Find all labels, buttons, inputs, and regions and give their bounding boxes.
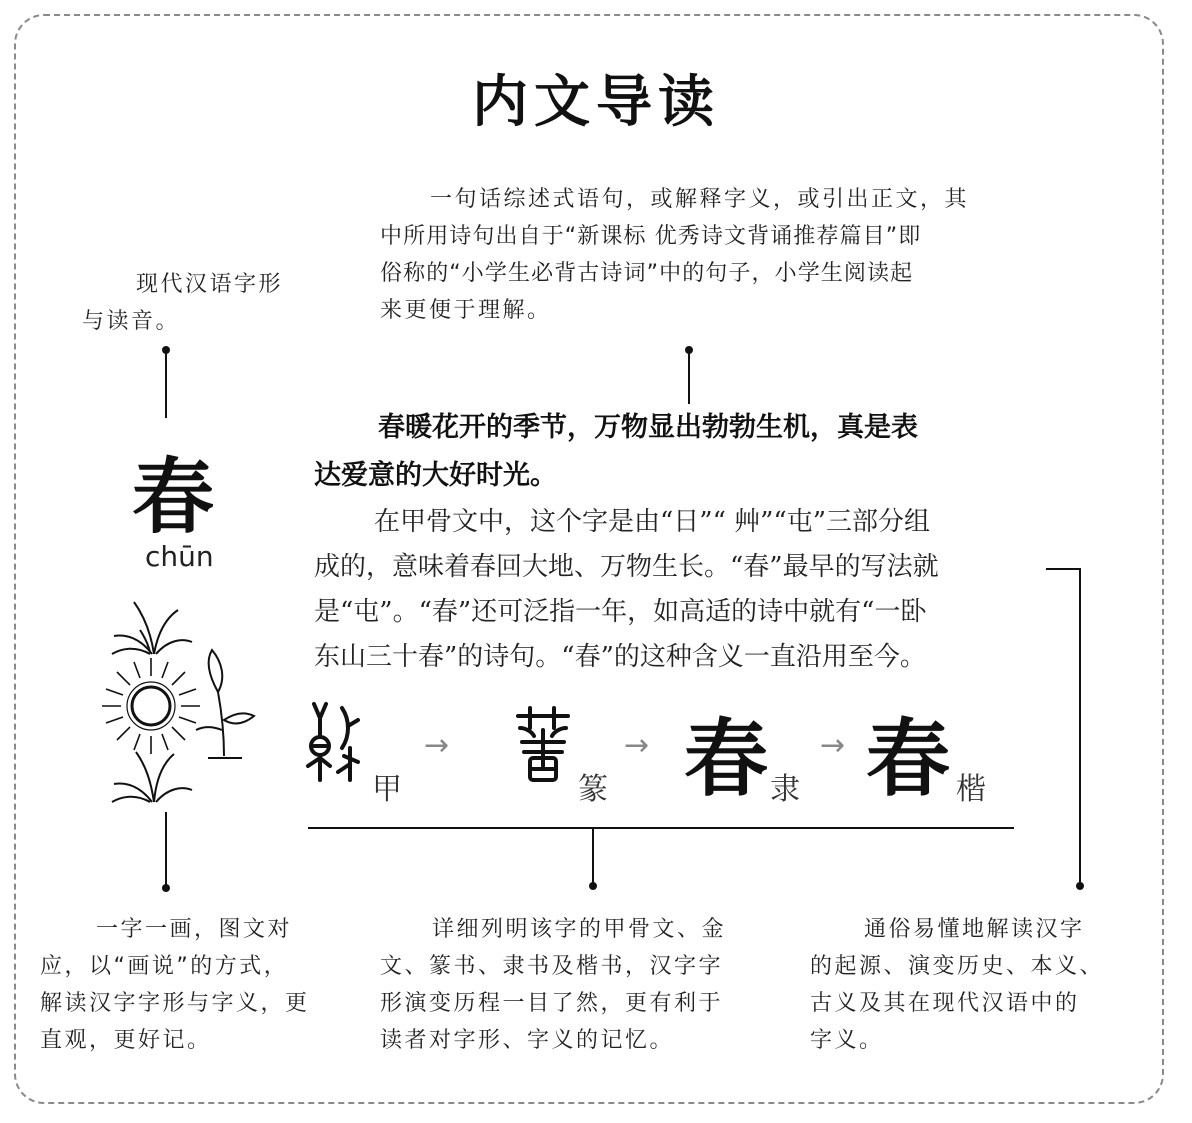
connector-line [592, 829, 594, 885]
annotation-bottom-left-line-3: 解读汉字字形与字义，更 [40, 991, 310, 1016]
annotation-bottom-left-line-4: 直观，更好记。 [40, 1028, 212, 1053]
arrow-icon: → [820, 728, 846, 763]
annotation-bottom-center-line-3: 形演变历程一目了然，更有利于 [380, 991, 724, 1016]
arrow-icon: → [424, 728, 450, 763]
grass-icon [112, 752, 192, 802]
annotation-bottom-center-line-1: 详细列明该字的甲骨文、金 [432, 917, 727, 942]
clerical-chun: 春 [684, 709, 769, 808]
connector-dot [1076, 882, 1084, 890]
connector-line [165, 350, 167, 418]
body-line-3: 是“屯”。“春”还可泛指一年，如高适的诗中就有“一卧 [314, 597, 927, 627]
page-title: 内文导读 [472, 69, 720, 135]
script-label-seal: 篆 [578, 772, 608, 807]
annotation-top-center-line-4: 来更便于理解。 [380, 298, 552, 323]
seal-chun-icon [514, 706, 572, 788]
script-label-regular: 楷 [956, 772, 986, 807]
arrow-icon: → [624, 728, 650, 763]
bracket-top [1046, 568, 1081, 570]
connector-line [688, 350, 690, 404]
annotation-bottom-right-line-1: 通俗易懂地解读汉字 [864, 917, 1085, 942]
regular-chun: 春 [866, 712, 951, 806]
connector-dot [589, 882, 597, 890]
annotation-bottom-right-line-2: 的起源、演变历史、本义、 [810, 954, 1105, 979]
annotation-top-left-line-2: 与读音。 [82, 309, 181, 334]
annotation-bottom-right-line-4: 字义。 [810, 1028, 884, 1053]
lead-line-1: 春暖花开的季节，万物显出勃勃生机，真是表 [378, 412, 918, 443]
annotation-bottom-left-line-2: 应，以“画说”的方式， [40, 954, 289, 979]
body-line-2: 成的，意味着春回大地、万物生长。“春”最早的写法就 [314, 552, 939, 582]
annotation-top-center-line-1: 一句话综述式语句，或解释字义，或引出正文，其 [430, 187, 970, 212]
connector-dot [162, 884, 170, 892]
annotation-bottom-center-line-4: 读者对字形、字义的记忆。 [380, 1028, 675, 1053]
body-line-1: 在甲骨文中，这个字是由“日”“ 艸”“屯”三部分组 [374, 507, 931, 537]
sun-and-sprouts-icon [96, 596, 261, 806]
script-label-clerical: 隶 [770, 772, 800, 807]
annotation-bottom-center-line-2: 文、篆书、隶书及楷书，汉字字 [380, 954, 724, 979]
headword-character: 春 [132, 449, 215, 545]
connector-line [165, 812, 167, 886]
annotation-top-center-line-2: 中所用诗句出自于“新课标 优秀诗文背诵推荐篇目”即 [380, 224, 922, 249]
oracle-bone-chun-icon [304, 700, 362, 784]
sun-icon [102, 658, 200, 754]
script-label-oracle: 甲 [372, 772, 402, 807]
evolution-underline [308, 827, 1014, 829]
headword-pinyin: chūn [145, 540, 214, 573]
bracket-line [1079, 568, 1081, 886]
grass-icon [112, 602, 192, 654]
lead-line-2: 达爱意的大好时光。 [314, 460, 557, 491]
annotation-bottom-right-line-3: 古义及其在现代汉语中的 [810, 991, 1080, 1016]
body-line-4: 东山三十春”的诗句。“春”的这种含义一直沿用至今。 [314, 642, 926, 672]
annotation-bottom-left-line-1: 一字一画，图文对 [96, 917, 293, 942]
annotation-top-left-line-1: 现代汉语字形 [136, 272, 284, 297]
annotation-top-center-line-3: 俗称的“小学生必背古诗词”中的句子，小学生阅读起 [380, 261, 914, 286]
sprout-icon [196, 650, 254, 758]
